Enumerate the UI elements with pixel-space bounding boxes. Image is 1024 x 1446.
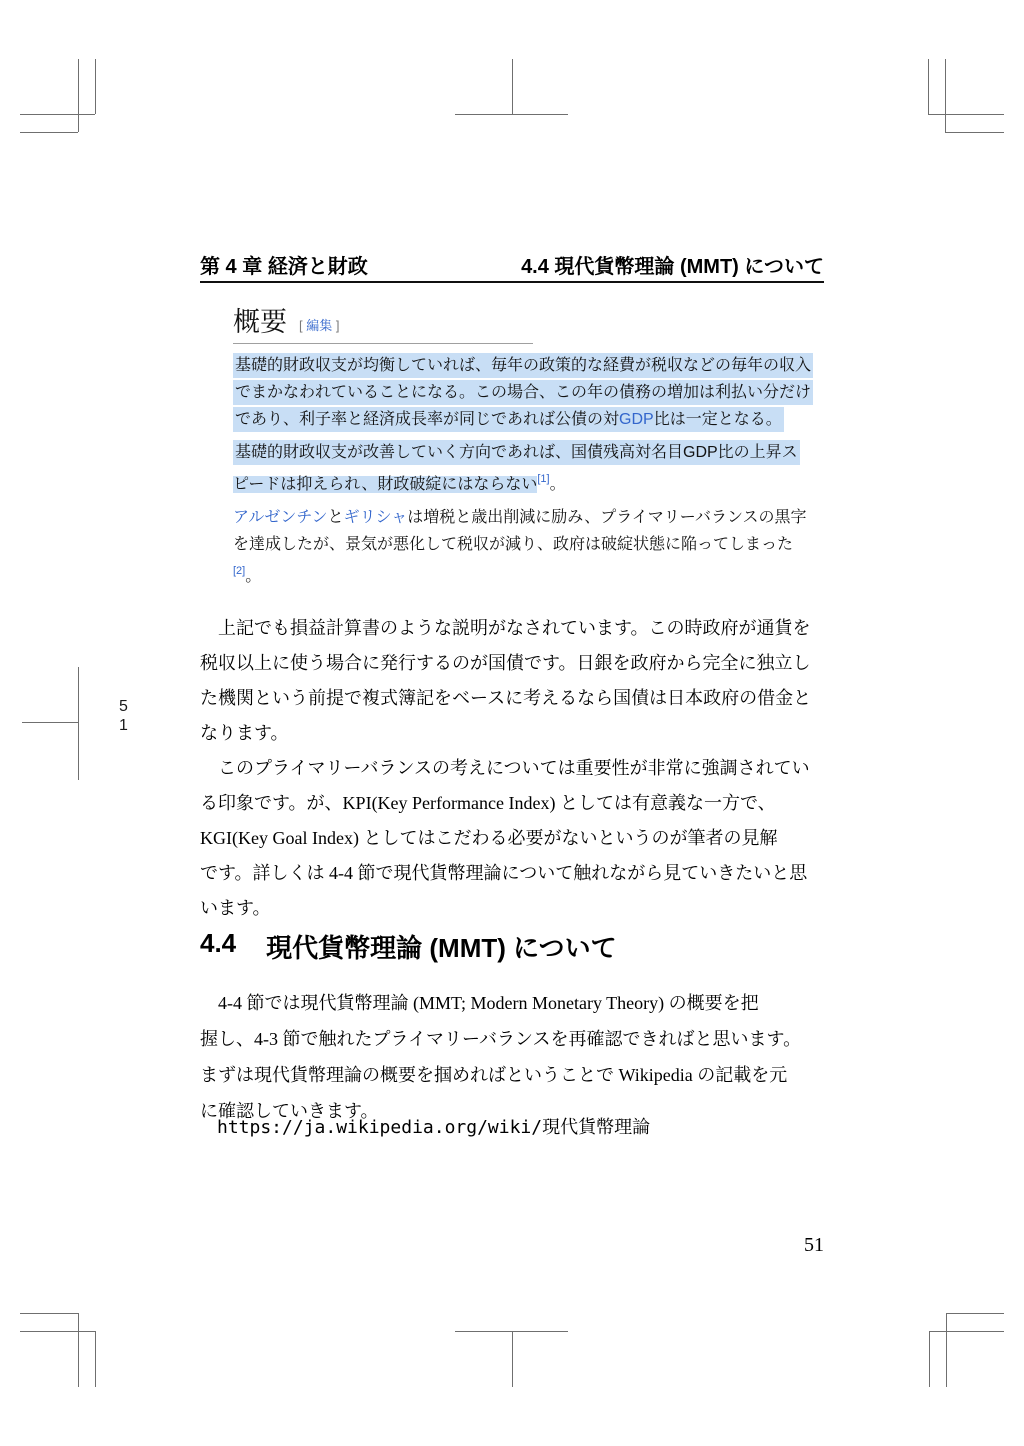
body-line: です。詳しくは 4-4 節で現代貨幣理論について触れながら見ていきたいと思 bbox=[200, 863, 808, 883]
wiki-text: ピードは抑えられ、財政破綻にはならない bbox=[233, 475, 538, 493]
body-line: た機関という前提で複式簿記をベースに考えるなら国債は日本政府の借金と bbox=[200, 688, 812, 708]
wiki-line: を達成したが、景気が悪化して税収が減り、政府は破綻状態に陥ってしまった bbox=[233, 535, 794, 553]
crop-mark bbox=[928, 59, 929, 114]
crop-mark bbox=[20, 132, 78, 133]
edit-bracket-open: [ bbox=[299, 317, 303, 333]
wiki-link-greece[interactable]: ギリシャ bbox=[343, 508, 408, 526]
wiki-body bbox=[233, 353, 811, 589]
body-paragraph-1 bbox=[200, 611, 828, 751]
body-line: 税収以上に使う場合に発行するのが国債です。日銀を政府から完全に独立し bbox=[200, 653, 811, 673]
wiki-heading-text: 概要 bbox=[233, 307, 287, 337]
crop-mark bbox=[946, 1313, 1004, 1314]
crop-mark bbox=[928, 114, 1004, 115]
wiki-line bbox=[233, 407, 784, 432]
running-header bbox=[200, 250, 824, 279]
header-rule bbox=[200, 281, 824, 283]
wiki-text: と bbox=[327, 508, 344, 526]
body-line: 握し、4-3 節で触れたプライマリーバランスを再確認できればと思います。 bbox=[200, 1029, 802, 1049]
crop-mark bbox=[929, 1331, 1004, 1332]
wiki-link-gdp[interactable]: GDP bbox=[619, 410, 654, 428]
wiki-edit-link[interactable]: 編集 bbox=[306, 317, 333, 333]
body-paragraph-3 bbox=[200, 985, 828, 1129]
wiki-citation-ref-2[interactable]: [2] bbox=[233, 564, 246, 577]
body-line: に確認していきます。 bbox=[200, 1101, 379, 1121]
body-paragraph-2 bbox=[200, 751, 828, 926]
crop-mark bbox=[20, 114, 95, 115]
crop-mark bbox=[78, 1313, 79, 1387]
spine-digit-bottom: 1 bbox=[119, 717, 128, 734]
wiki-text: 比は一定となる。 bbox=[653, 410, 782, 428]
wiki-paragraph-1 bbox=[233, 353, 811, 432]
wiki-text: 。 bbox=[549, 475, 566, 493]
wiki-line bbox=[233, 559, 261, 589]
crop-mark bbox=[78, 59, 79, 132]
wiki-text: であり、利子率と経済成長率が同じであれば公債の対 bbox=[235, 410, 620, 428]
wiki-link-argentina[interactable]: アルゼンチン bbox=[233, 508, 328, 526]
body-line: る印象です。が、KPI(Key Performance Index) としては有意義な一方で、 bbox=[200, 793, 776, 813]
crop-mark bbox=[929, 1331, 930, 1387]
crop-mark bbox=[20, 1313, 78, 1314]
header-section-title: 4.4 現代貨幣理論 (MMT) について bbox=[521, 256, 824, 278]
wikipedia-url[interactable]: https://ja.wikipedia.org/wiki/現代貨幣理論 bbox=[217, 1117, 651, 1138]
wiki-line bbox=[233, 505, 806, 530]
body-line: います。 bbox=[200, 898, 271, 918]
body-line: このプライマリーバランスの考えについては重要性が非常に強調されてい bbox=[218, 758, 810, 778]
crop-mark bbox=[95, 59, 96, 114]
wiki-text: 。 bbox=[245, 567, 262, 585]
wiki-edit-control bbox=[299, 315, 340, 338]
section-number: 4.4 bbox=[200, 928, 237, 958]
wiki-text: は増税と歳出削減に励み、プライマリーバランスの黒字 bbox=[407, 508, 807, 526]
body-line: 上記でも損益計算書のような説明がなされています。この時政府が通貨を bbox=[218, 618, 811, 638]
crop-mark bbox=[95, 1331, 96, 1387]
crop-mark bbox=[945, 59, 946, 132]
section-heading bbox=[200, 928, 617, 965]
wiki-paragraph-3 bbox=[233, 505, 811, 589]
header-chapter-title: 第 4 章 経済と財政 bbox=[200, 256, 368, 278]
body-line: なります。 bbox=[200, 723, 289, 743]
crop-mark bbox=[512, 1331, 513, 1387]
wiki-citation-ref-1[interactable]: [1] bbox=[537, 472, 550, 485]
body-line: 4-4 節では現代貨幣理論 (MMT; Modern Monetary Theory) の概要を把 bbox=[218, 993, 759, 1013]
wiki-section-heading bbox=[233, 308, 533, 344]
crop-mark bbox=[946, 1313, 947, 1387]
crop-mark bbox=[22, 722, 78, 723]
crop-mark bbox=[455, 114, 568, 115]
body-text bbox=[200, 611, 828, 926]
wiki-line: 基礎的財政収支が改善していく方向であれば、国債残高対名目GDP比の上昇ス bbox=[233, 440, 800, 465]
wiki-line: でまかなわれていることになる。この場合、この年の債務の増加は利払い分だけ bbox=[233, 380, 813, 405]
crop-mark bbox=[945, 132, 1004, 133]
spine-folio-marker bbox=[119, 697, 128, 735]
wiki-line: 基礎的財政収支が均衡していれば、毎年の政策的な経費が税収などの毎年の収入 bbox=[233, 353, 813, 378]
body-line: まずは現代貨幣理論の概要を掴めればということで Wikipedia の記載を元 bbox=[200, 1065, 788, 1085]
spine-digit-top: 5 bbox=[119, 698, 128, 715]
body-line: KGI(Key Goal Index) としてはこだわる必要がないというのが筆者の見解 bbox=[200, 828, 778, 848]
page-number: 51 bbox=[804, 1234, 824, 1256]
crop-mark bbox=[512, 59, 513, 114]
wikipedia-excerpt bbox=[233, 308, 811, 597]
wiki-paragraph-2 bbox=[233, 440, 811, 497]
crop-mark bbox=[78, 667, 79, 780]
edit-bracket-close: ] bbox=[335, 317, 340, 333]
crop-mark bbox=[20, 1331, 95, 1332]
section-title: 現代貨幣理論 (MMT) について bbox=[266, 933, 617, 963]
wiki-line bbox=[233, 467, 566, 497]
